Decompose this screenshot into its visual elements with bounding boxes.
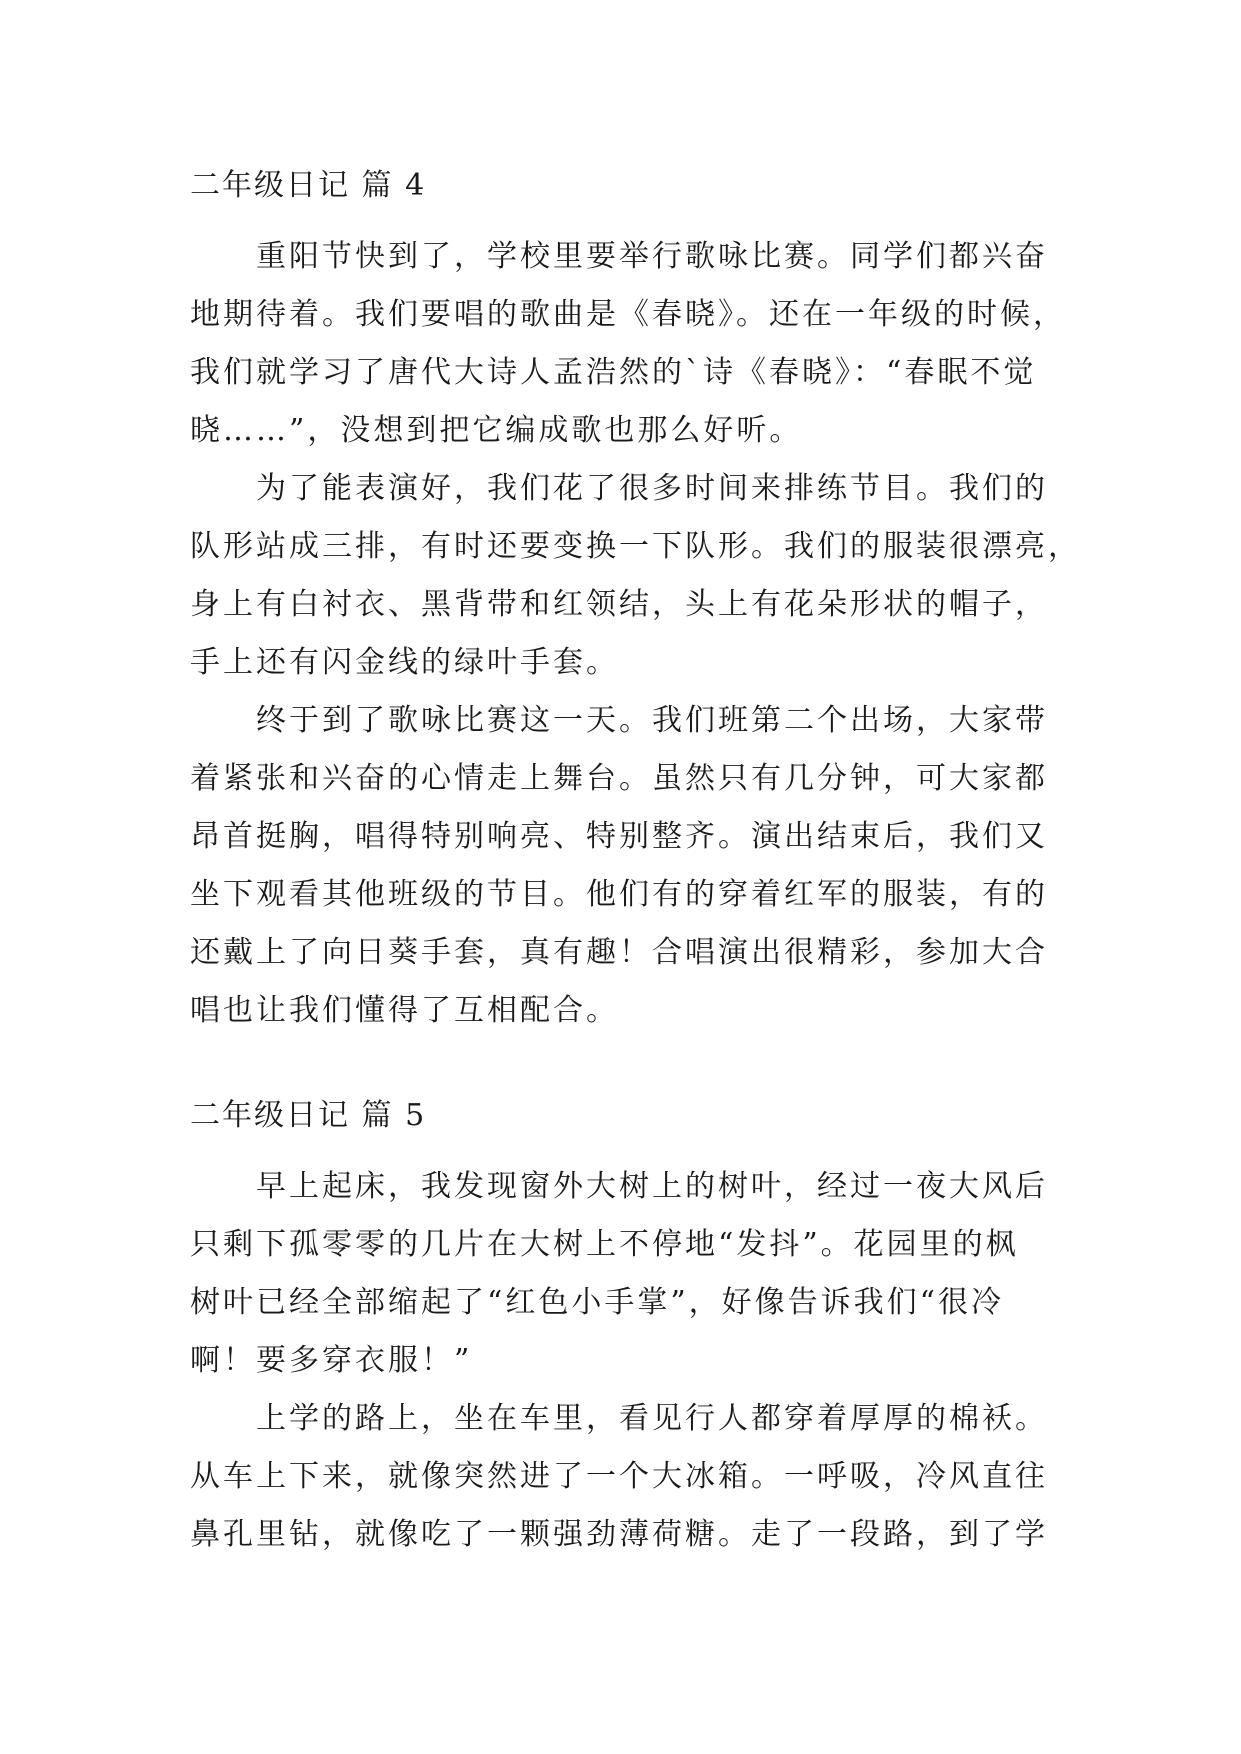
paragraph-line: 啊！要多穿衣服！” (190, 1343, 473, 1378)
section-body (190, 228, 1081, 1040)
paragraph-line: 从车上下来，就像突然进了一个大冰箱。一呼吸，冷风直往 (190, 1459, 1048, 1494)
paragraph-line: 身上有白衬衣、黑背带和红领结，头上有花朵形状的帽子， (190, 587, 1048, 622)
section-heading: 二年级日记 篇 4 (190, 168, 427, 203)
paragraph-line: 重阳节快到了，学校里要举行歌咏比赛。同学们都兴奋 (256, 239, 1048, 274)
paragraph-line: 为了能表演好，我们花了很多时间来排练节目。我们的 (256, 471, 1048, 506)
paragraph-line: 只剩下孤零零的几片在大树上不停地“发抖”。花园里的枫 (190, 1227, 1019, 1262)
paragraph-line: 鼻孔里钻，就像吃了一颗强劲薄荷糖。走了一段路，到了学 (190, 1517, 1048, 1552)
paragraph-line: 还戴上了向日葵手套，真有趣！合唱演出很精彩，参加大合 (190, 935, 1048, 970)
section-body (190, 1158, 1070, 1564)
paragraph-line: 手上还有闪金线的绿叶手套。 (190, 645, 619, 680)
paragraph-line: 早上起床，我发现窗外大树上的树叶，经过一夜大风后 (256, 1169, 1048, 1204)
paragraph-line: 我们就学习了唐代大诗人孟浩然的`诗《春晓》：“春眠不觉 (190, 355, 1037, 390)
paragraph-line: 晓……”，没想到把它编成歌也那么好听。 (190, 413, 803, 448)
paragraph-line: 树叶已经全部缩起了“红色小手掌”，好像告诉我们“很冷 (190, 1285, 1005, 1320)
paragraph-line: 着紧张和兴奋的心情走上舞台。虽然只有几分钟，可大家都 (190, 761, 1048, 796)
diary-section-4 (190, 166, 1081, 1040)
paragraph-line: 坐下观看其他班级的节目。他们有的穿着红军的服装，有的 (190, 877, 1048, 912)
diary-section-5 (190, 1096, 1070, 1564)
section-heading: 二年级日记 篇 5 (190, 1098, 427, 1133)
paragraph-line: 地期待着。我们要唱的歌曲是《春晓》。还在一年级的时候， (190, 297, 1066, 332)
paragraph-line: 唱也让我们懂得了互相配合。 (190, 993, 619, 1028)
paragraph-line: 终于到了歌咏比赛这一天。我们班第二个出场，大家带 (256, 703, 1048, 738)
paragraph-line: 昂首挺胸，唱得特别响亮、特别整齐。演出结束后，我们又 (190, 819, 1048, 854)
paragraph-line: 队形站成三排，有时还要变换一下队形。我们的服装很漂亮， (190, 529, 1081, 564)
paragraph-line: 上学的路上，坐在车里，看见行人都穿着厚厚的棉袄。 (256, 1401, 1048, 1436)
